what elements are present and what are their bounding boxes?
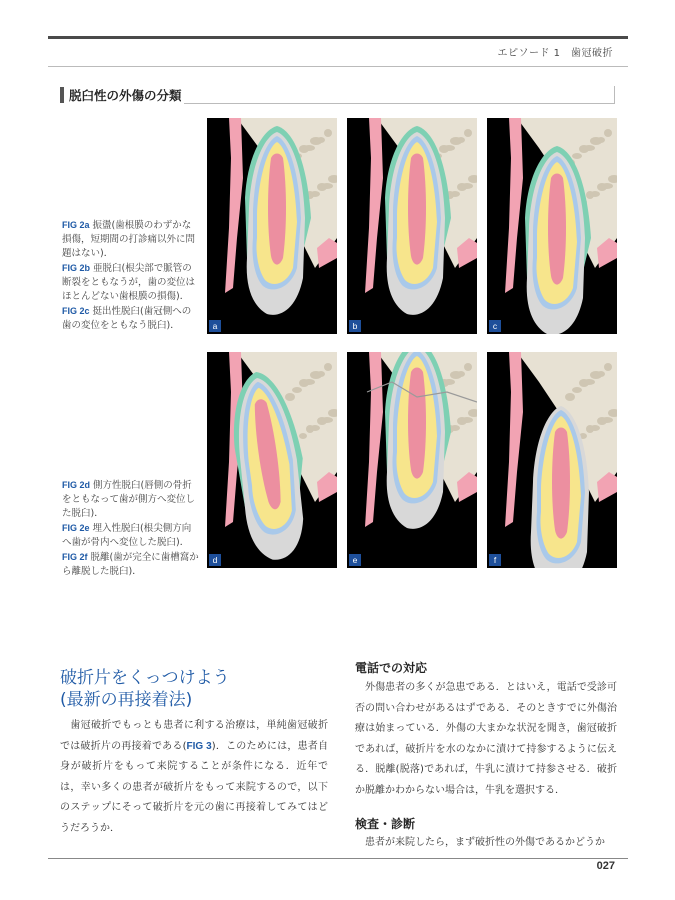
panel-label: e	[349, 554, 361, 566]
section-bar	[60, 87, 64, 103]
caption-2d: FIG 2d 側方性脱臼(唇側の骨折をともなって歯が側方へ変位した脱臼)．	[62, 480, 196, 519]
gingiva-shape	[505, 118, 523, 293]
phone-paragraph: 外傷患者の多くが急患である．とはいえ，電話で受診可否の問い合わせがあるはずである．そのときすでに外傷治療は始まっている．外傷の大まかな状況を聞き，歯冠破折であれば，破折片を水のなかに漬けて持参するように伝える．脱離(脱落)であれば，牛乳に漬けて持参させる．破折か脱離かわからない場合は，牛乳を選択する．	[355, 682, 617, 796]
caption-2f: FIG 2f 脱離(歯が完全に歯槽窩から離脱した脱臼)．	[62, 552, 199, 577]
bone-pore	[317, 371, 325, 377]
tooth-group	[385, 352, 451, 529]
caption-2b: FIG 2b 亜脱臼(根尖部で脈管の断裂をともなうが，歯の変位はほとんどない歯根膜の損傷)．	[62, 263, 196, 302]
bone-pore	[443, 379, 455, 385]
caption-2a: FIG 2a 振盪(歯根膜のわずかな損傷，短期間の打診痛以外に問題はない)．	[62, 220, 196, 259]
page-number: 027	[596, 860, 615, 872]
bone-pore	[457, 371, 465, 377]
bone-pore	[601, 183, 613, 189]
pulp-shape	[548, 174, 566, 285]
bone-pore	[317, 137, 325, 143]
running-head: エピソード 1 歯冠破折	[497, 48, 613, 59]
bone-pore	[604, 363, 612, 371]
panel-label: b	[349, 320, 361, 332]
bone-pore	[461, 417, 473, 423]
bone-pore	[597, 137, 605, 143]
bone-pore	[450, 191, 460, 197]
phone-heading: 電話での対応	[355, 661, 428, 675]
caption-bottom	[62, 478, 200, 579]
footer-rule	[48, 858, 628, 859]
bone-pore	[285, 393, 295, 401]
bone-pore	[299, 433, 307, 439]
bone-pore	[590, 191, 600, 197]
pulp-shape	[408, 368, 426, 479]
gingiva-shape	[225, 118, 243, 293]
section-underline	[184, 103, 614, 104]
bone-pore	[461, 183, 473, 189]
figure-panel-b	[347, 118, 477, 334]
exam-heading: 検査・診断	[355, 817, 416, 831]
bone-pore	[324, 129, 332, 137]
bone-pore	[464, 363, 472, 371]
caption-2e: FIG 2e 埋入性脱臼(根尖側方向へ歯が骨内へ変位した脱臼)．	[62, 523, 192, 548]
bone-pore	[450, 425, 460, 431]
header-divider	[48, 66, 628, 67]
article-heading: 破折片をくっつけよう (最新の再接着法)	[60, 668, 230, 710]
fig-reference: FIG 3	[186, 740, 212, 752]
figure-panel-d	[207, 352, 337, 568]
bone-pore	[572, 153, 582, 159]
bone-pore	[572, 387, 582, 393]
section-header	[60, 86, 615, 104]
bone-pore	[597, 371, 605, 377]
bone-pore	[464, 129, 472, 137]
figure-panel-f	[487, 352, 617, 568]
top-rule	[48, 36, 628, 39]
pulp-shape	[552, 428, 570, 539]
bone-pore	[604, 129, 612, 137]
bone-pore	[310, 425, 320, 431]
panel-label: a	[209, 320, 221, 332]
bone-pore	[457, 137, 465, 143]
panel-label: f	[489, 554, 501, 566]
bone-pore	[321, 417, 333, 423]
bone-pore	[583, 145, 595, 151]
bone-pore	[590, 425, 600, 431]
bone-pore	[601, 417, 613, 423]
caption-top	[62, 218, 200, 333]
bone-pore	[583, 379, 595, 385]
figure-panel-a	[207, 118, 337, 334]
figure-panel-c	[487, 118, 617, 334]
bone-pore	[321, 183, 333, 189]
pulp-shape	[268, 154, 286, 265]
gingiva-shape	[505, 352, 523, 527]
gingiva-shape	[365, 118, 383, 293]
section-title: 脱臼性の外傷の分類	[69, 88, 182, 103]
article-paragraph: 歯冠破折でもっとも患者に利する治療は，単純歯冠破折では破折片の再接着である(FIG 3)．このためには，患者自身が破折片をもって来院することが条件になる．近年では，幸い多くの患者が破折片をもって来院するので，以下のステップにそって破折片を元の歯に再接着してみてはどうだろうか．	[60, 720, 329, 834]
bone-pore	[292, 387, 302, 393]
bone-pore	[565, 393, 575, 401]
panel-label: c	[489, 320, 501, 332]
pulp-shape	[408, 154, 426, 265]
caption-2c: FIG 2c 挺出性脱臼(歯冠側への歯の変位をともなう脱臼)．	[62, 306, 192, 331]
bone-pore	[324, 363, 332, 371]
exam-paragraph: 患者が来院したら，まず破折性の外傷であるかどうか	[365, 837, 605, 848]
figure-panel-e	[347, 352, 477, 568]
bone-pore	[303, 379, 315, 385]
gingiva-shape	[365, 352, 383, 527]
bone-pore	[310, 191, 320, 197]
bone-pore	[443, 145, 455, 151]
bone-pore	[303, 145, 315, 151]
panel-label: d	[209, 554, 221, 566]
